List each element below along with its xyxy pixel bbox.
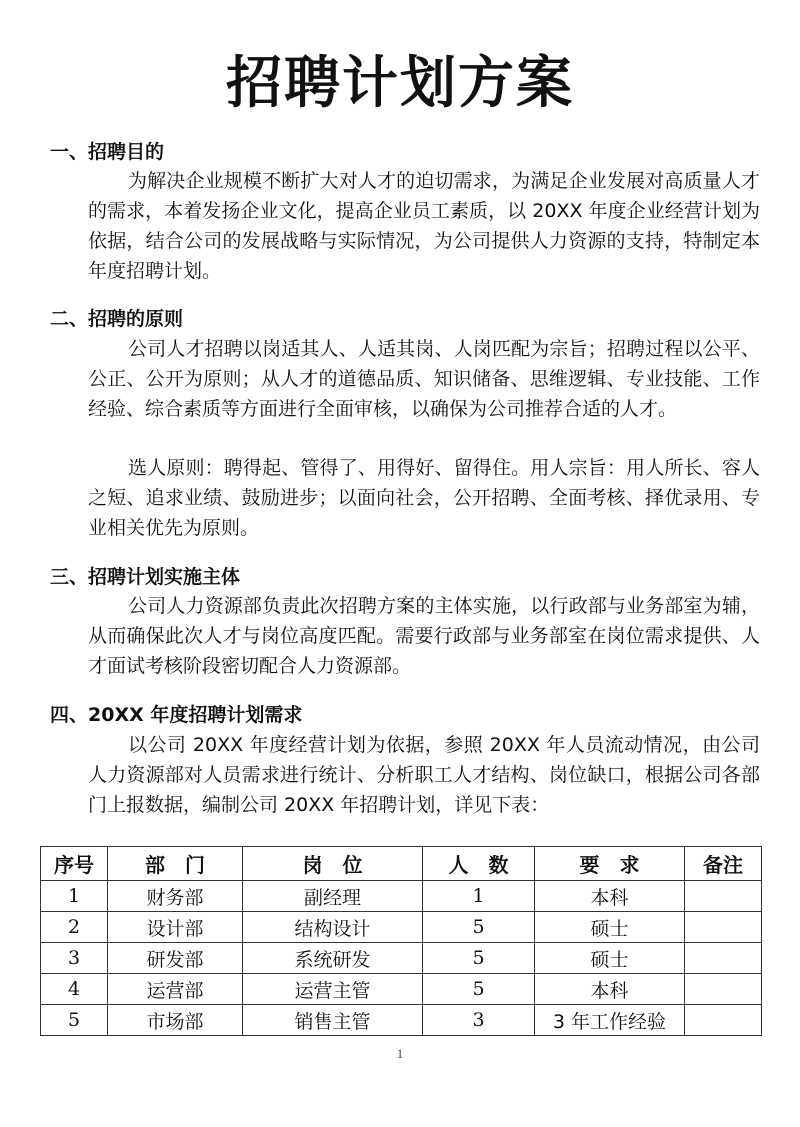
table-row — [41, 943, 762, 974]
header-cell-headcount: 人 数 — [423, 847, 535, 881]
header-cell-position: 岗 位 — [243, 847, 423, 881]
section-heading-principles: 二、招聘的原则 — [50, 308, 184, 330]
cell-department: 研发部 — [108, 943, 243, 974]
table-row — [41, 912, 762, 943]
cell-remark — [685, 881, 762, 912]
table-header-row — [41, 847, 762, 881]
cell-department: 设计部 — [108, 912, 243, 943]
cell-headcount: 5 — [423, 943, 535, 974]
table-row — [41, 881, 762, 912]
header-cell-requirement: 要 求 — [535, 847, 685, 881]
cell-position: 系统研发 — [243, 943, 423, 974]
cell-remark — [685, 1005, 762, 1036]
section-heading-purpose: 一、招聘目的 — [50, 141, 165, 163]
cell-position: 副经理 — [243, 881, 423, 912]
cell-position: 结构设计 — [243, 912, 423, 943]
document-title: 招聘计划方案 — [226, 51, 574, 116]
cell-headcount: 1 — [423, 881, 535, 912]
cell-department: 运营部 — [108, 974, 243, 1005]
cell-requirement: 硕士 — [535, 943, 685, 974]
recruitment-plan-table — [40, 846, 762, 1036]
cell-department: 市场部 — [108, 1005, 243, 1036]
header-cell-department: 部 门 — [108, 847, 243, 881]
table-row — [41, 1005, 762, 1036]
cell-serial: 2 — [41, 912, 108, 943]
cell-requirement: 本科 — [535, 881, 685, 912]
cell-requirement: 3 年工作经验 — [535, 1005, 685, 1036]
table-row — [41, 974, 762, 1005]
section-paragraph-demand: 以公司 20XX 年度经营计划为依据，参照 20XX 年人员流动情况，由公司人力资源部对人员需求进行统计、分析职工人才结构、岗位缺口，根据公司各部门上报数据，编制公司 20XX 年招聘计划，详见下表： — [88, 734, 760, 816]
cell-requirement: 本科 — [535, 974, 685, 1005]
header-cell-remark: 备注 — [685, 847, 762, 881]
cell-department: 财务部 — [108, 881, 243, 912]
cell-serial: 3 — [41, 943, 108, 974]
section-paragraph-purpose: 为解决企业规模不断扩大对人才的迫切需求，为满足企业发展对高质量人才的需求，本着发扬企业文化，提高企业员工素质，以 20XX 年度企业经营计划为依据，结合公司的发展战略与实际情况，为公司提供人力资源的支持，特制定本年度招聘计划。 — [88, 170, 760, 282]
cell-requirement: 硕士 — [535, 912, 685, 943]
cell-serial: 1 — [41, 881, 108, 912]
section-paragraph-principles-1: 公司人才招聘以岗适其人、人适其岗、人岗匹配为宗旨；招聘过程以公平、公正、公开为原则；从人才的道德品质、知识储备、思维逻辑、专业技能、工作经验、综合素质等方面进行全面审核，以确保为公司推荐合适的人才。 — [88, 338, 760, 420]
cell-position: 销售主管 — [243, 1005, 423, 1036]
cell-remark — [685, 943, 762, 974]
section-paragraph-implementation: 公司人力资源部负责此次招聘方案的主体实施，以行政部与业务部室为辅，从而确保此次人才与岗位高度匹配。需要行政部与业务部室在岗位需求提供、人才面试考核阶段密切配合人力资源部。 — [88, 595, 760, 677]
cell-serial: 5 — [41, 1005, 108, 1036]
section-paragraph-principles-2: 选人原则：聘得起、管得了、用得好、留得住。用人宗旨：用人所长、容人之短、追求业绩、鼓励进步；以面向社会，公开招聘、全面考核、择优录用、专业相关优先为原则。 — [88, 457, 760, 539]
section-heading-demand: 四、20XX 年度招聘计划需求 — [50, 704, 303, 726]
cell-position: 运营主管 — [243, 974, 423, 1005]
cell-remark — [685, 912, 762, 943]
header-cell-serial: 序号 — [41, 847, 108, 881]
cell-serial: 4 — [41, 974, 108, 1005]
cell-headcount: 3 — [423, 1005, 535, 1036]
page-number: 1 — [396, 1046, 404, 1061]
cell-headcount: 5 — [423, 974, 535, 1005]
cell-remark — [685, 974, 762, 1005]
section-heading-implementation: 三、招聘计划实施主体 — [50, 566, 241, 588]
cell-headcount: 5 — [423, 912, 535, 943]
